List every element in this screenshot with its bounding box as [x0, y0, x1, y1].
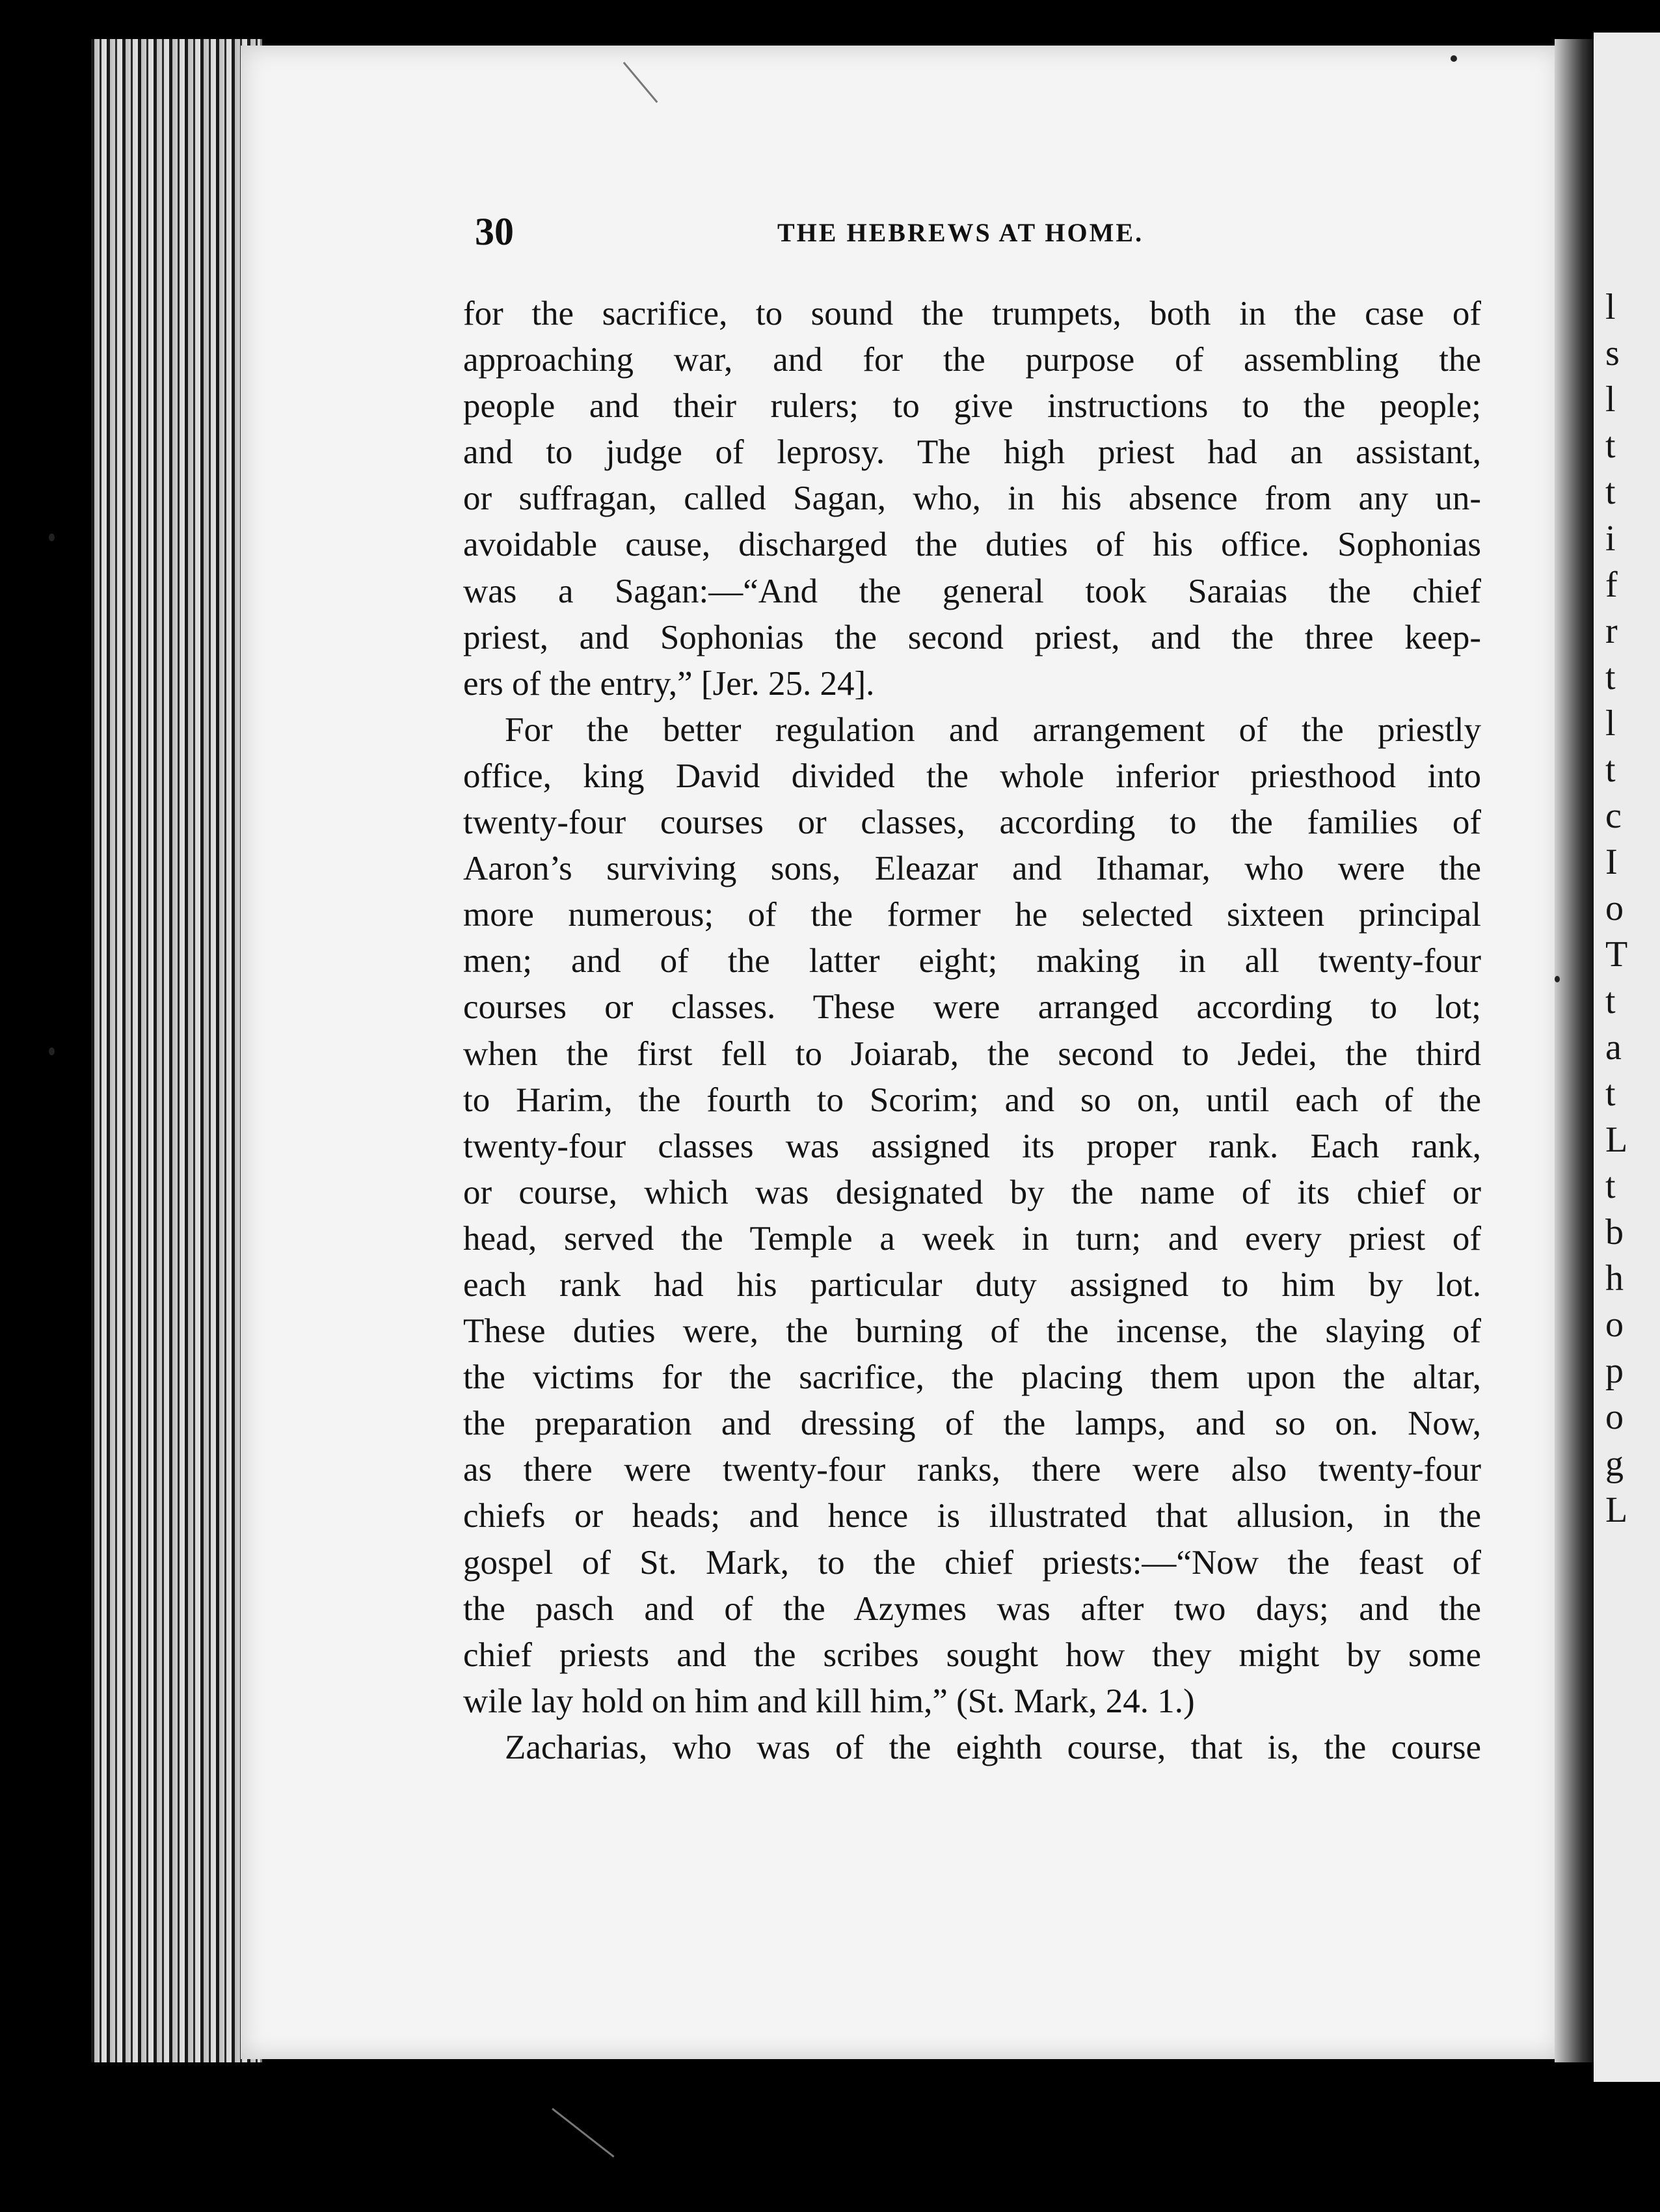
text-line: the preparation and dressing of the lamps, and so on. Now,: [463, 1405, 1481, 1443]
text-line: wile lay hold on him and kill him,” (St. Mark, 24. 1.): [463, 1682, 1195, 1720]
text-line: was a Sagan:—“And the general took Saraias the chief: [463, 572, 1481, 610]
text-line: ers of the entry,” [Jer. 25. 24].: [463, 664, 875, 703]
next-page-fragment: f: [1605, 564, 1618, 605]
text-line: gospel of St. Mark, to the chief priests:—“Now the feast of: [463, 1543, 1481, 1582]
text-line: chief priests and the scribes sought how they might by some: [463, 1636, 1481, 1674]
text-line: the victims for the sacrifice, the placing them upon the altar,: [463, 1358, 1481, 1397]
text-line: approaching war, and for the purpose of assembling the: [463, 341, 1481, 379]
next-page-fragment: o: [1605, 1397, 1624, 1438]
next-page-edge: [1594, 33, 1660, 2082]
text-line: to Harim, the fourth to Scorim; and so on, until each of the: [463, 1081, 1481, 1119]
text-line: head, served the Temple a week in turn; and every priest of: [463, 1219, 1481, 1258]
page-edges: [91, 39, 262, 2062]
text-line: or course, which was designated by the name of its chief or: [463, 1173, 1481, 1211]
text-line: for the sacrifice, to sound the trumpets, both in the case of: [463, 295, 1481, 332]
next-page-fragment: l: [1605, 703, 1616, 744]
next-page-fragment: o: [1605, 888, 1624, 929]
scan-speck: [1451, 55, 1457, 62]
next-page-fragment: b: [1605, 1212, 1624, 1252]
text-line: or suffragan, called Sagan, who, in his absence from any un-: [463, 479, 1481, 518]
scan-speck: [49, 1047, 55, 1055]
scan-speck: [1555, 976, 1560, 982]
text-line: courses or classes. These were arranged according to lot;: [463, 988, 1481, 1027]
text-line: when the first fell to Joiarab, the second to Jedei, the third: [463, 1034, 1481, 1073]
next-page-fragment: T: [1605, 934, 1628, 975]
next-page-fragment: p: [1605, 1351, 1624, 1392]
next-page-fragment: I: [1605, 842, 1618, 883]
next-page-fragment: h: [1605, 1258, 1624, 1299]
text-line: people and their rulers; to give instructions to the people;: [463, 387, 1481, 425]
page-number: 30: [475, 210, 514, 253]
next-page-fragment: i: [1605, 518, 1616, 559]
text-line: twenty-four classes was assigned its proper rank. Each rank,: [463, 1127, 1481, 1165]
body-text: [463, 291, 1481, 1771]
next-page-fragment: t: [1605, 1165, 1616, 1206]
next-page-fragment: t: [1605, 425, 1616, 466]
page-header: [475, 209, 1190, 255]
text-line: office, king David divided the whole inferior priesthood into: [463, 757, 1481, 795]
text-line: the pasch and of the Azymes was after two days; and the: [463, 1589, 1481, 1628]
next-page-fragment: l: [1605, 287, 1616, 327]
next-page-fragment: t: [1605, 749, 1616, 790]
book-gutter: [1555, 39, 1594, 2062]
text-line: men; and of the latter eight; making in all twenty-four: [463, 942, 1481, 980]
next-page-fragment: g: [1605, 1443, 1624, 1484]
scan-scratch: [552, 2108, 614, 2157]
text-line: priest, and Sophonias the second priest, and the three keep-: [463, 618, 1481, 656]
next-page-fragment: t: [1605, 472, 1616, 513]
next-page-fragment: L: [1605, 1119, 1628, 1160]
next-page-fragment: L: [1605, 1489, 1628, 1530]
text-line: and to judge of leprosy. The high priest had an assistant,: [463, 433, 1481, 472]
text-line: chiefs or heads; and hence is illustrated that allusion, in the: [463, 1497, 1481, 1535]
next-page-fragment: a: [1605, 1027, 1622, 1068]
text-line: each rank had his particular duty assigned to him by lot.: [463, 1265, 1481, 1304]
next-page-fragment: o: [1605, 1304, 1624, 1345]
next-page-fragment: t: [1605, 980, 1616, 1021]
running-head: THE HEBREWS AT HOME.: [777, 218, 1144, 247]
next-page-fragment: t: [1605, 1073, 1616, 1114]
text-line: as there were twenty-four ranks, there were also twenty-four: [463, 1451, 1481, 1489]
next-page-fragment: r: [1605, 610, 1618, 651]
scan-speck: [49, 533, 55, 541]
next-page-fragment: s: [1605, 333, 1620, 374]
next-page-fragment: t: [1605, 656, 1616, 697]
next-page-fragment: c: [1605, 796, 1622, 837]
text-line: For the better regulation and arrangement of the priestly: [505, 710, 1481, 749]
text-line: Aaron’s surviving sons, Eleazar and Ithamar, who were the: [463, 850, 1481, 888]
text-line: Zacharias, who was of the eighth course, that is, the course: [505, 1728, 1481, 1766]
next-page-fragment: l: [1605, 379, 1616, 420]
text-line: more numerous; of the former he selected sixteen principal: [463, 896, 1481, 934]
text-line: twenty-four courses or classes, according to the families of: [463, 803, 1481, 842]
text-line: These duties were, the burning of the incense, the slaying of: [463, 1312, 1481, 1351]
text-line: avoidable cause, discharged the duties of his office. Sophonias: [463, 526, 1481, 564]
